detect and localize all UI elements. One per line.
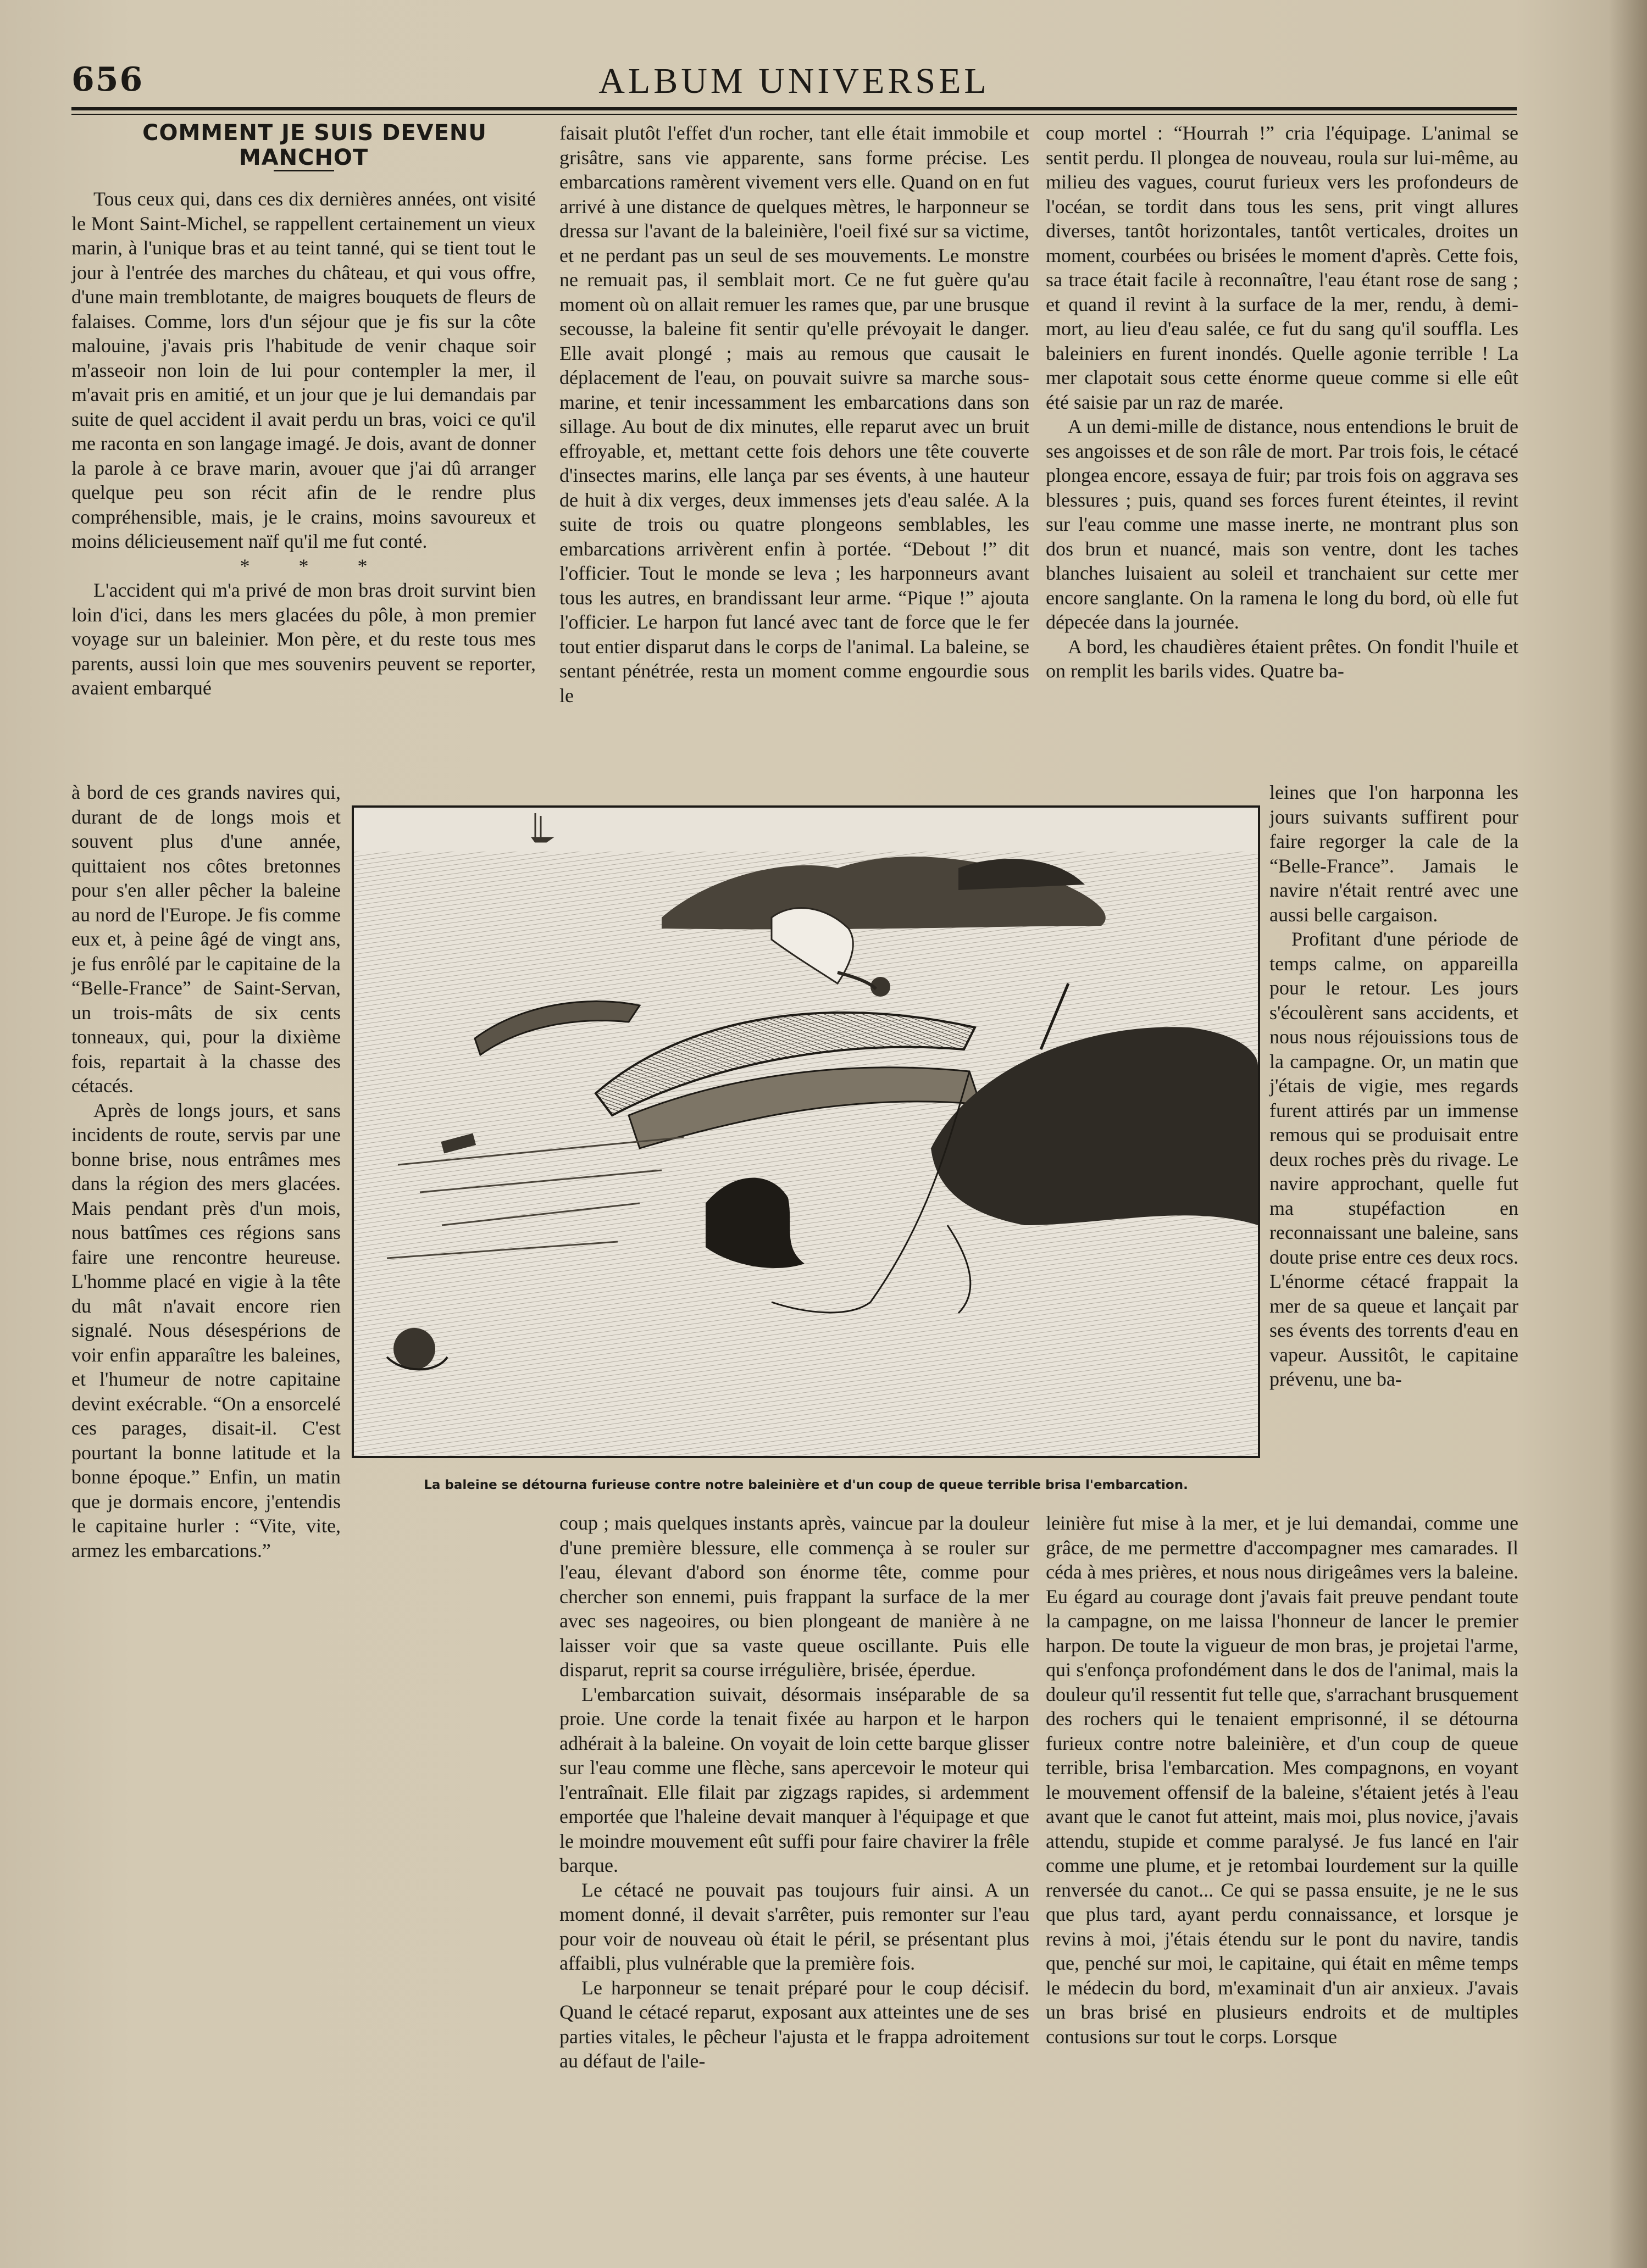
- paragraph: A un demi-mille de distance, nous entendions le bruit de ses angoisses et de son râle de mort. Par trois fois, le cétacé plongea encore, essaya de fuir; par trois fois on aggrava ses blessures ; puis, quand ses forces furent éteintes, il revint sur l'eau comme une masse inerte, ne montrant plus son dos brun et nuancé, mais son ventre, dont les taches blanches luisaient au soleil et tranchaient sur cette mer encore sanglante. On la ramena le long du bord, où elle fut dépecée dans la journée.: [1046, 415, 1518, 633]
- head-rule-thin: [71, 114, 1517, 115]
- journal-title: ALBUM UNIVERSEL: [598, 61, 990, 101]
- paragraph: faisait plutôt l'effet d'un rocher, tant elle était immobile et grisâtre, sans vie apparente, sans forme précise. Les embarcations ramèrent vivement vers elle. Quand on en fut arrivé à une distance de quelques mètres, le harponneur se dressa sur l'avant de la baleinière, l'oeil fixé sur sa victime, et ne perdant pas un seul de ses mouvements. Le monstre ne remuait pas, il semblait mort. Ce ne fut guère qu'au moment où on allait remuer les rames que, par une brusque secousse, la baleine fit sentir qu'elle prévoyait le danger. Elle avait plongé ; mais au remous que causait le déplacement de l'eau, on pouvait suivre sa marche sous-marine, et tenir incessamment les embarcations dans son sillage. Au bout de dix minutes, elle reparut avec un bruit effroyable, et, mettant cette fois dehors une tête couverte d'insectes marins, elle lança par ses évents, à une hauteur de huit à dix verges, deux immenses jets d'eau salée. A la suite de trois ou quatre plongeons semblables, les embarcations arrivèrent enfin à portée. “Debout !” dit l'officier. Tout le monde se leva ; les harponneurs avant tous les autres, en brandissant leur arme. “Pique !” ajouta l'officier. Le harpon fut lancé avec tant de force que le fer tout entier disparut dans le corps de l'animal. La baleine, se sentant pénétrée, resta un moment comme engourdie sous le: [559, 122, 1029, 707]
- column-3-bottom: [1046, 1511, 1518, 2049]
- page-edge-shadow: [1609, 0, 1647, 2268]
- paragraph: L'accident qui m'a privé de mon bras droit survint bien loin d'ici, dans les mers glacées du pôle, à mon premier voyage sur un baleinier. Mon père, et du reste tous mes parents, aussi loin que mes souvenirs peuvent se reporter, avaient embarqué: [71, 579, 536, 699]
- paragraph: L'embarcation suivait, désormais inséparable de sa proie. Une corde la tenait fixée au harpon et le harpon adhérait à la baleine. On voyait de loin cette barque glisser sur l'eau comme une flèche, sans apercevoir le moteur qui l'entraînait. Elle filait par zigzags rapides, si ardemment emportée que l'haleine devait manquer à l'équipage et que le moindre mouvement eût suffi pour faire chavirer la frêle barque.: [559, 1683, 1029, 1876]
- paragraph: coup mortel : “Hourrah !” cria l'équipage. L'animal se sentit perdu. Il plongea de nouveau, roula sur lui-même, au milieu des vagues, courut furieux vers les profondeurs de l'océan, se tordit dans tous les sens, prit vingt allures diverses, tantôt horizontales, tantôt verticales, droites un moment, courbées ou brisées le moment d'après. Cette fois, sa trace était facile à reconnaître, l'eau étant rose de sang ; et quand il revint à la surface de la mer, rendu, à demi-mort, au lieu d'eau salée, ce fut du sang qu'il souffla. Les baleiniers en furent inondés. Quelle agonie terrible ! La mer clapotait sous cette énorme queue comme si elle eût été saisie par un raz de marée.: [1046, 122, 1518, 413]
- column-3-top: [1046, 121, 1518, 683]
- column-1-top: [71, 121, 536, 701]
- paragraph: A bord, les chaudières étaient prêtes. On fondit l'huile et on remplit les barils vides. Quatre ba-: [1046, 635, 1518, 682]
- illustration-caption: La baleine se détourna furieuse contre notre baleinière et d'un coup de queue terrible brisa l'embarcation.: [424, 1478, 1188, 1492]
- paragraph: leines que l'on harponna les jours suivants suffirent pour faire regorger la cale de la “Belle-France”. Jamais le navire n'était rentré avec une aussi belle cargaison.: [1269, 781, 1518, 926]
- column-2-bottom: [559, 1511, 1029, 2074]
- paragraph: Le harponneur se tenait préparé pour le coup décisif. Quand le cétacé reparut, exposant aux atteintes une de ses parties vitales, le pêcheur l'ajusta et le frappa adroitement au défaut de l'aile-: [559, 1976, 1029, 2072]
- column-2-top: [559, 121, 1029, 708]
- engraving: [354, 808, 1258, 1456]
- paragraph: Après de longs jours, et sans incidents de route, servis par une bonne brise, nous entrâmes mes dans la région des mers glacées. Mais pendant près d'un mois, nous battîmes ces régions sans faire une rencontre heureuse. L'homme placé en vigie à la tête du mât n'avait encore rien signalé. Nous désespérions de voir enfin apparaître les baleines, et l'humeur de notre capitaine devint exécrable. “On a ensorcelé ces parages, disait-il. C'est pourtant la bonne latitude et la bonne époque.” Enfin, un matin que je dormais encore, j'entendis le capitaine hurler : “Vite, vite, armez les embarcations.”: [71, 1099, 341, 1561]
- page-number: 656: [71, 60, 144, 99]
- illustration-whale-attack: [352, 805, 1260, 1458]
- column-1-narrow: [71, 780, 341, 1563]
- paragraph: Profitant d'une période de temps calme, on appareilla pour le retour. Les jours s'écoulèrent sans accidents, et nous nous réjouissions tous de la campagne. Or, un matin que j'étais de vigie, mes regards furent attirés par un immense remous qui se produisait entre deux roches près du rivage. Le navire approchant, quelle fut ma stupéfaction en reconnaissant une baleine, sans doute prise entre ces deux rocs. L'énorme cétacé frappait la mer de sa queue et lançait par ses évents des torrents d'eau en vapeur. Aussitôt, le capitaine prévenu, une ba-: [1269, 928, 1518, 1390]
- paragraph: à bord de ces grands navires qui, durant de de longs mois et souvent plus d'une année, quittaient nos côtes bretonnes pour s'en aller pêcher la baleine au nord de l'Europe. Je fis comme eux et, à peine âgé de vingt ans, je fus enrôlé par le capitaine de la “Belle-France” de Saint-Servan, un trois-mâts de six cents tonneaux, qui, pour la dixième fois, repartait à la chasse des cétacés.: [71, 781, 341, 1097]
- paragraph: Le cétacé ne pouvait pas toujours fuir ainsi. A un moment donné, il devait s'arrêter, puis remonter sur l'eau pour voir de nouveau où était le péril, se présentant plus affaibli, plus vulnérable que la première fois.: [559, 1878, 1029, 1974]
- paragraph: coup ; mais quelques instants après, vaincue par la douleur d'une première blessure, elle commença à se rouler sur l'eau, élevant d'abord son énorme tête, comme pour chercher son ennemi, puis frappant la surface de la mer avec ses nageoires, ou bien plongeant de manière à ne laisser voir que sa vaste queue oscillante. Puis elle disparut, reprit sa course irrégulière, brisée, éperdue.: [559, 1512, 1029, 1681]
- column-3-narrow: [1269, 780, 1518, 1392]
- paragraph: Tous ceux qui, dans ces dix dernières années, ont visité le Mont Saint-Michel, se rappellent certainement un vieux marin, à l'unique bras et au teint tanné, qui se tient tout le jour à l'entrée des marches du château, et qui vous offre, d'une main tremblotante, de maigres bouquets de fleurs de falaises. Comme, lors d'un séjour que je fis sur la côte malouine, j'avais pris l'habitude de venir chaque soir m'asseoir non loin de lui pour contempler la mer, il m'avait pris en amitié, et un jour que je lui demandais par suite de quel accident il avait perdu un bras, voici ce qu'il me raconta en son langage imagé. Je dois, avant de donner la parole à ce brave marin, avouer que j'ai dû arranger quelque peu son récit afin de le rendre plus compréhensible, mais, je le crains, moins savoureux et moins délicieusement naïf qu'il me fut conté.: [71, 188, 536, 552]
- head-rule-thick: [71, 107, 1517, 110]
- running-head: [71, 60, 1517, 110]
- paragraph: leinière fut mise à la mer, et je lui demandai, comme une grâce, de me permettre d'accompagner mes camarades. Il céda à mes prières, et nous nous dirigeâmes vers la baleine. Eu égard au courage dont j'avais fait preuve pendant toute la campagne, on me laissa l'honneur de lancer le premier harpon. De toute la vigueur de mon bras, je projetai l'arme, qui s'enfonça profondément dans le dos de l'animal, mais la douleur qu'il ressentit fut telle que, s'arrachant brusquement des rochers qui le tenaient emprisonné, il se détourna furieux contre notre baleinière, et d'un coup de queue terrible, brisa l'embarcation. Mes compagnons, en voyant le mouvement offensif de la baleine, s'étaient jetés à l'eau avant que le canot fut atteint, mais moi, plus novice, j'avais attendu, stupide et comme paralysé. Je fus lancé en l'air comme une plume, et je retombai lourdement sur la quille renversée du canot... Ce qui se passa ensuite, je ne le sus que plus tard, ayant perdu connaissance, et lorsque je revins à moi, j'étais étendu sur le pont du navire, tandis que, penché sur moi, le capitaine, qui était en même temps le médecin du bord, m'examinait d'un air anxieux. J'avais un bras brisé en plusieurs endroits et de multiples contusions sur tout le corps. Lorsque: [1046, 1512, 1518, 2048]
- section-stars: * * *: [240, 554, 390, 577]
- article-title: COMMENT JE SUIS DEVENU MANCHOT: [142, 120, 487, 170]
